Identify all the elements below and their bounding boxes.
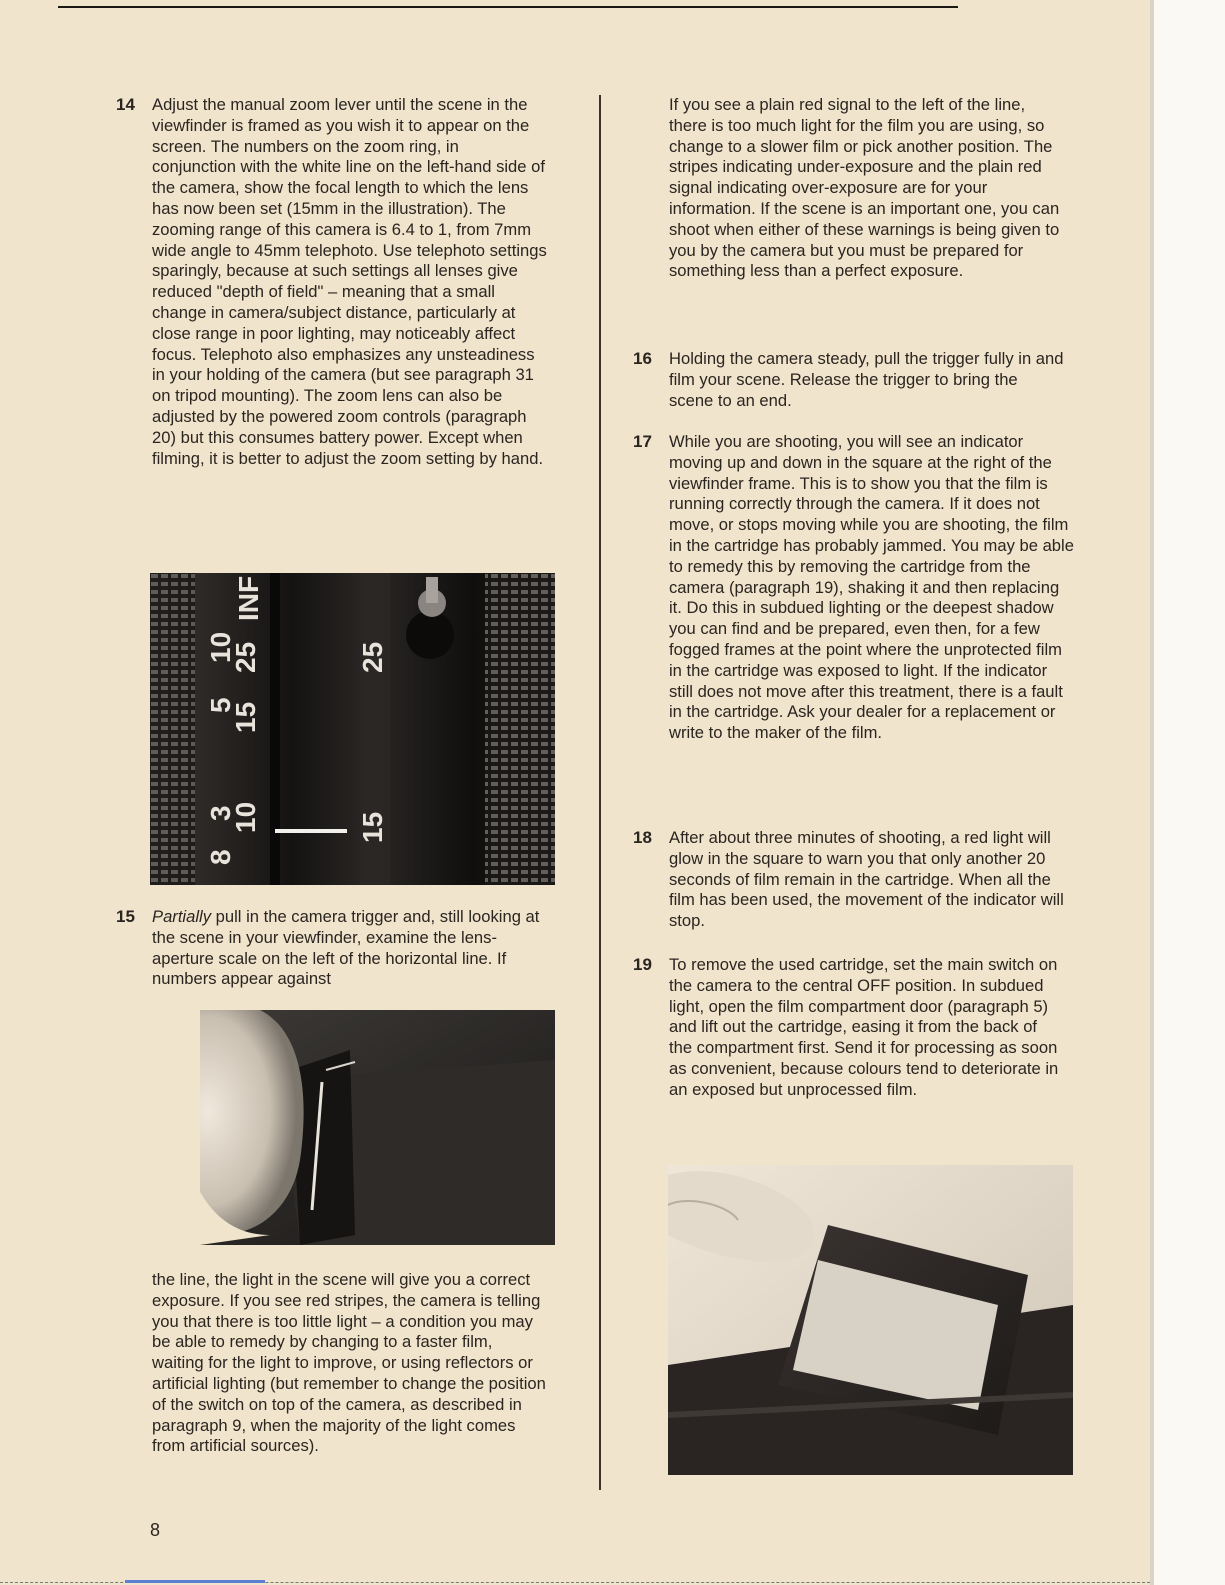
aperture-label: 3 <box>205 805 236 821</box>
paragraph-text: To remove the used cartridge, set the main switch on the camera to the central OFF position. In subdued light, open the film compartment door (paragraph 5) and lift out the cartridge, easing it from the back of the compartment first. Send it for processing as soon as convenient, because colours tend to deteriorate in an exposed but unprocessed film. <box>669 955 1059 1099</box>
edge-label: INF <box>233 575 264 621</box>
focal-label: 15 <box>357 811 388 843</box>
paragraph-lead: Partially <box>152 907 212 926</box>
paragraph-16 <box>633 349 1064 411</box>
aperture-label: 15 <box>230 701 261 733</box>
paragraph-14 <box>116 95 547 469</box>
paragraph-15-continued <box>152 1270 547 1457</box>
paragraph-number: 17 <box>633 432 652 451</box>
paragraph-15-right <box>669 95 1064 282</box>
cartridge-removal-photo <box>668 1165 1073 1475</box>
page-top-edge <box>58 6 958 8</box>
paragraph-text: While you are shooting, you will see an indicator moving up and down in the square at the right of the viewfinder frame. This is to show you that the film is running correctly through the camera. If it does not move, or stops moving while you are shooting, the film in the cartridge has probably jammed. You may be able to remedy this by removing the cartridge from the camera (paragraph 19), shaking it and then replacing it. Do this in subdued lighting or the deepest shadow you can find and be prepared, even then, for a few fogged frames at the point where the unprotected film in the cartridge was exposed to light. If the indicator still does not move after this treatment, there is a fault in the cartridge. Ask your dealer for a replacement or write to the maker of the film. <box>669 432 1074 743</box>
aperture-label: 5 <box>205 697 236 713</box>
page-number: 8 <box>150 1520 161 1540</box>
paragraph-15 <box>116 907 547 990</box>
aperture-label: 25 <box>230 641 261 673</box>
camera-trigger-photo <box>150 1010 555 1245</box>
aperture-label: 10 <box>205 631 236 663</box>
page-right-edge <box>1150 0 1225 1585</box>
aperture-label: 8 <box>205 849 236 865</box>
column-divider <box>599 95 601 1490</box>
paragraph-text: After about three minutes of shooting, a red light will glow in the square to warn you that only another 20 seconds of film remain in the cartridge. When all the film has been used, the movement of the indicator will stop. <box>669 828 1064 931</box>
scan-marker <box>125 1580 265 1583</box>
zoom-ring-illustration <box>150 573 555 885</box>
paragraph-18 <box>633 828 1064 932</box>
aperture-label: 10 <box>230 801 261 833</box>
paragraph-text: pull in the camera trigger and, still looking at the scene in your viewfinder, examine the lens-aperture scale on the left of the horizontal line. If numbers appear against <box>152 907 540 989</box>
focal-label: 25 <box>357 641 388 673</box>
zoom-ring-photo <box>150 573 555 885</box>
paragraph-number: 15 <box>116 907 135 926</box>
paragraph-number: 16 <box>633 349 652 368</box>
paragraph-text: Holding the camera steady, pull the trigger fully in and film your scene. Release the trigger to bring the scene to an end. <box>669 349 1064 410</box>
paragraph-number: 18 <box>633 828 652 847</box>
paragraph-19 <box>633 955 1064 1101</box>
paragraph-text: If you see a plain red signal to the left of the line, there is too much light for the film you are using, so change to a slower film or pick another position. The stripes indicating under-exposure and the plain red signal indicating over-exposure are for your information. If the scene is an important one, you can shoot when either of these warnings is being given to you by the camera but you must be prepared for something less than a perfect exposure. <box>669 95 1060 281</box>
paragraph-number: 14 <box>116 95 135 114</box>
paragraph-number: 19 <box>633 955 652 974</box>
paragraph-17 <box>633 432 1074 744</box>
trigger-illustration <box>150 1010 555 1245</box>
paragraph-text: Adjust the manual zoom lever until the scene in the viewfinder is framed as you wish it to appear on the screen. The numbers on the zoom ring, in conjunction with the white line on the left-hand side of the camera, show the focal length to which the lens has now been set (15mm in the illustration). The zooming range of this camera is 6.4 to 1, from 7mm wide angle to 45mm telephoto. Use telephoto settings sparingly, because at such settings all lenses give reduced "depth of field" – meaning that a small change in camera/subject distance, particularly at close range in poor lighting, may noticeably affect focus. Telephoto also emphasizes any unsteadiness in your holding of the camera (but see paragraph 31 on tripod mounting). The zoom lens can also be adjusted by the powered zoom controls (paragraph 20) but this consumes battery power. Except when filming, it is better to adjust the zoom setting by hand. <box>152 95 547 468</box>
paragraph-text: the line, the light in the scene will give you a correct exposure. If you see red stripes, the camera is telling you that there is too little light – a condition you may be able to remedy by changing to a faster film, waiting for the light to improve, or using reflectors or artificial lighting (but remember to change the position of the switch on top of the camera, as described in paragraph 9, when the majority of the light comes from artificial sources). <box>152 1270 546 1456</box>
cartridge-illustration <box>668 1165 1073 1475</box>
